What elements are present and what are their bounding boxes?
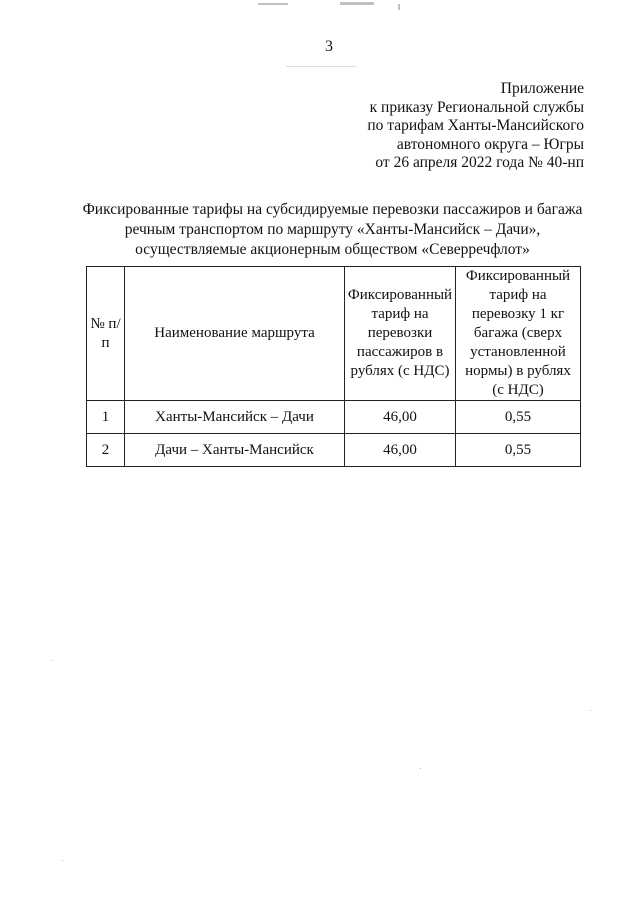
appendix-line: к приказу Региональной службы [369, 98, 584, 116]
scan-speck [62, 860, 63, 861]
route-name: Ханты-Мансийск – Дачи [125, 401, 345, 434]
appendix-line: по тарифам Ханты-Мансийского [367, 117, 584, 134]
table-row [87, 401, 581, 434]
header-number: № п/п [87, 267, 125, 401]
route-name: Дачи – Ханты-Мансийск [125, 434, 345, 467]
title-line: речным транспортом по маршруту «Ханты-Мансийск – Дачи», [124, 221, 541, 238]
appendix-line: от 26 апреля 2022 года № 40-нп [375, 154, 584, 171]
table-header-row [87, 267, 581, 401]
appendix-header [367, 80, 584, 173]
tariff-table [86, 266, 581, 467]
scan-speck [590, 710, 591, 711]
passenger-tariff: 46,00 [345, 434, 456, 467]
baggage-tariff: 0,55 [456, 401, 581, 434]
header-passenger-tariff: Фиксированный тариф на перевозки пассажиров в рублях (с НДС) [345, 267, 456, 401]
scan-artifact [258, 3, 288, 5]
document-title [60, 200, 605, 260]
page-number: 3 [325, 38, 333, 55]
header-route-name: Наименование маршрута [125, 267, 345, 401]
row-number: 2 [87, 434, 125, 467]
baggage-tariff: 0,55 [456, 434, 581, 467]
table-row [87, 434, 581, 467]
appendix-line: автономного округа – Югры [396, 135, 584, 153]
scan-artifact [398, 4, 400, 10]
scan-speck [420, 768, 421, 769]
title-line: Фиксированные тарифы на субсидируемые перевозки пассажиров и багажа [82, 201, 583, 218]
appendix-line: Приложение [500, 80, 584, 97]
scan-artifact [286, 66, 356, 67]
scan-artifact [340, 2, 374, 5]
header-baggage-tariff: Фиксированный тариф на перевозку 1 кг багажа (сверх установленной нормы) в рублях (с НДС) [456, 267, 581, 401]
title-line: осуществляемые акционерным обществом «Северречфлот» [135, 241, 530, 258]
scan-speck [52, 660, 53, 661]
row-number: 1 [87, 401, 125, 434]
passenger-tariff: 46,00 [345, 401, 456, 434]
